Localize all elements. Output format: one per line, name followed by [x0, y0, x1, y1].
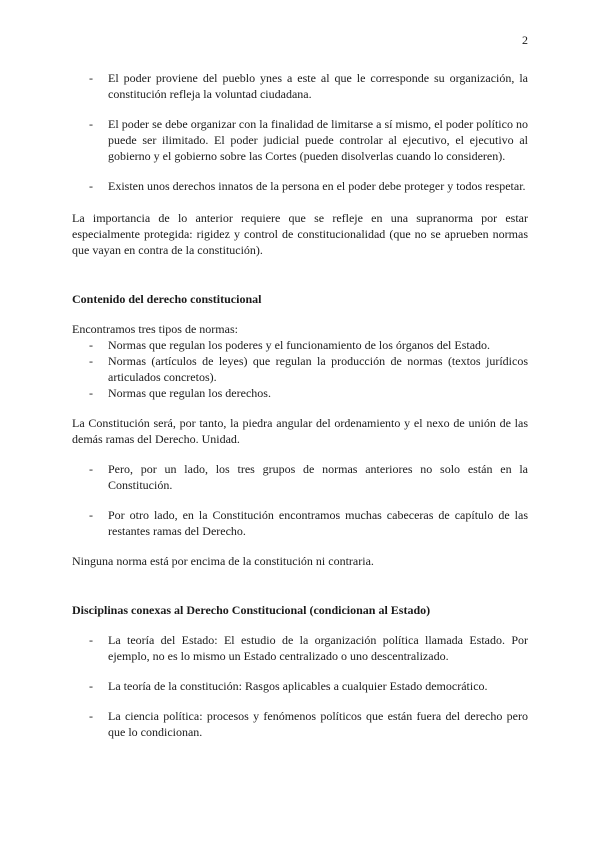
list-item — [72, 461, 528, 493]
section-heading: Contenido del derecho constitucional — [72, 292, 262, 306]
importance-paragraph: La importancia de lo anterior requiere que se refleje en una supranorma por estar especialmente protegida: rigidez y control de constitucionalidad (que no se aprueben normas que vayan en contra de la constitución). — [72, 211, 528, 257]
bullet-text: El poder se debe organizar con la finalidad de limitarse a sí mismo, el poder político no puede ser ilimitado. El poder judicial puede controlar al ejecutivo, el ejecutivo al gobierno y el gobierno sobre las Cortes (pueden disolverlas cuando lo consideren). — [108, 117, 528, 163]
list-item — [72, 70, 528, 102]
bullet-text: Normas (artículos de leyes) que regulan la producción de normas (textos jurídicos articulados concretos). — [108, 354, 528, 384]
bullet-text: Normas que regulan los derechos. — [108, 386, 271, 400]
dash-marker: - — [89, 338, 93, 352]
bullet-text: Existen unos derechos innatos de la persona en el poder debe proteger y todos respetar. — [108, 179, 526, 193]
list-item — [72, 116, 528, 164]
list-item — [72, 353, 528, 385]
bullet-text: La ciencia política: procesos y fenómenos políticos que están fuera del derecho pero que lo condicionan. — [108, 709, 528, 739]
dash-marker: - — [89, 508, 93, 522]
bullet-text: Normas que regulan los poderes y el funcionamiento de los órganos del Estado. — [108, 338, 491, 352]
bullet-text: Pero, por un lado, los tres grupos de normas anteriores no solo están en la Constitución. — [108, 462, 528, 492]
dash-marker: - — [89, 462, 93, 476]
closing-paragraph: Ninguna norma está por encima de la constitución ni contraria. — [72, 554, 374, 568]
dash-marker: - — [89, 179, 93, 193]
list-item — [72, 678, 528, 694]
dash-marker: - — [89, 679, 93, 693]
list-item — [72, 632, 528, 664]
dash-marker: - — [89, 633, 93, 647]
bullet-text: La teoría de la constitución: Rasgos aplicables a cualquier Estado democrático. — [108, 679, 488, 693]
document-body — [72, 70, 528, 740]
norms-intro: Encontramos tres tipos de normas: — [72, 322, 238, 336]
section-heading: Disciplinas conexas al Derecho Constitucional (condicionan al Estado) — [72, 603, 431, 617]
bullet-text: Por otro lado, en la Constitución encontramos muchas cabeceras de capítulo de las restantes ramas del Derecho. — [108, 508, 528, 538]
list-item — [72, 178, 528, 194]
dash-marker: - — [89, 71, 93, 85]
list-item — [72, 385, 528, 401]
bullet-text: La teoría del Estado: El estudio de la organización política llamada Estado. Por ejemplo, no es lo mismo un Estado centralizado o uno descentralizado. — [108, 633, 528, 663]
dash-marker: - — [89, 354, 93, 368]
dash-marker: - — [89, 709, 93, 723]
bullet-text: El poder proviene del pueblo ynes a este al que le corresponde su organización, la constitución refleja la voluntad ciudadana. — [108, 71, 528, 101]
list-item — [72, 337, 528, 353]
page-number: 2 — [522, 33, 528, 47]
dash-marker: - — [89, 117, 93, 131]
dash-marker: - — [89, 386, 93, 400]
constitution-paragraph: La Constitución será, por tanto, la piedra angular del ordenamiento y el nexo de unión de las demás ramas del Derecho. Unidad. — [72, 416, 528, 446]
list-item — [72, 708, 528, 740]
list-item — [72, 507, 528, 539]
